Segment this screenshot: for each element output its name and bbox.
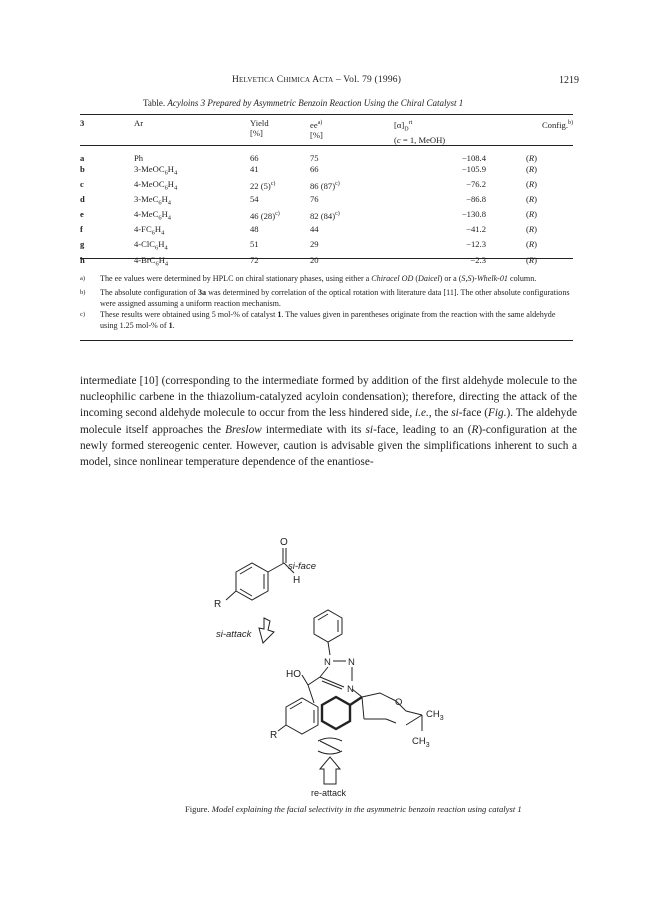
enol-aryl-bond [308,685,314,703]
phenyl-n-bond [328,642,330,655]
r-group-bottom: R [270,730,278,741]
table-row [80,255,573,270]
header-text: 3 [80,118,85,128]
table-cell: 51 [250,239,259,250]
shielding-phenyl-ring [322,697,350,729]
footnotes-bottom-rule [80,340,573,341]
table-cell: f [80,224,83,235]
table-cell: c [80,178,84,189]
table-top-rule [80,114,573,115]
footnote-mark: c) [80,311,86,319]
table-cell: d [80,194,85,205]
table-cell: 72 [250,254,259,265]
table-row [80,194,573,209]
header-text: $[\alpha]_D^{rt}$ [394,119,413,133]
figure-caption-title: Model explaining the facial selectivity in the asymmetric benzoin reaction using catalyst 1 [211,804,522,814]
footnote [80,288,573,309]
header-text: $ee^{a)}$ [310,119,323,130]
re-attack-arrow [320,757,340,784]
triazole-n2: N [348,657,355,668]
table-header [80,117,573,148]
table-cell: 22 $(5)^{c)}$ [250,180,276,191]
table-cell: (R) [526,153,537,164]
table-cell: −12.3 [466,239,486,250]
figure-caption-prefix: Figure. [185,804,212,814]
table-cell: 20 [310,254,319,265]
header-cell [80,117,134,148]
header-subtext: (c = 1, MeOH) [394,134,446,145]
footnote-text: The ee values were determined by HPLC on chiral stationary phases, using either a Chiracel OD (Daicel) or a (S,S)-Whelk-01 column. [100,274,537,283]
si-face-label: si-face [288,561,316,572]
table-cell: g [80,239,85,250]
table-cell: −130.8 [461,209,486,220]
table-cell: −108.4 [461,153,486,164]
ring-oxygen: O [395,697,403,708]
si-attack-arrow [259,618,274,643]
methyl-group-a: $CH_3$ [426,709,444,722]
table-cell: $4-BrC_6H_4$ [134,254,169,268]
table-cell: −2.3 [470,254,486,265]
hydroxyl-label: HO [286,669,301,680]
footnote-text: The absolute configuration of 3a was determined by correlation of the optical rotation with literature data [11]. The other absolute configurations were assigned assuming a uniform reaction mechanism. [100,288,570,308]
table-cell: $4-MeOC_6H_4$ [134,178,178,192]
header-cell [310,117,394,148]
table-cell: $3-MeC_6H_4$ [134,194,172,207]
triazole-n3: N [347,684,354,695]
table-cell: a [80,153,85,164]
r-group-bond-top [226,591,236,600]
table-row [80,209,573,224]
table-cell: 48 [250,224,259,235]
breslow-aryl-ring [286,698,318,734]
header-cell [134,117,250,148]
table-cell: (R) [526,178,537,189]
header-subtext: [%] [250,128,263,139]
si-attack-label: si-attack [216,629,252,640]
table-cell: 86 $(87)^{c)}$ [310,180,340,191]
table-cell: 29 [310,239,319,250]
header-cell [250,117,310,148]
table-cell: 44 [310,224,319,235]
footnote-mark: a) [80,275,86,282]
r-group-top: R [214,599,222,610]
table-row [80,224,573,239]
n-phenyl-ring [314,610,342,642]
table-cell: 66 [310,163,319,174]
table-cell: (R) [526,209,537,220]
table-cell: 54 [250,194,259,205]
r-group-bond-bottom [278,725,286,731]
body-paragraph: intermediate [10] (corresponding to the intermediate formed by addition of the first aldehyde molecule to the nucleophilic carbene in the thiazolium-catalyzed acyloin condensation); therefore, directing the attack of the incoming second aldehyde molecule to occur from the less hindered side, i.e., the si-face (Fig.). The aldehyde molecule itself approaches the Breslow intermediate with its si-face, leading to an (R)-configuration at the newly formed stereogenic center. However, caution is advisable given the simplifications inherent to such a model, since nonlinear temperature dependence of the enantiose- [80,375,577,469]
table-cell: $3-MeOC_6H_4$ [134,163,178,177]
table-row [80,179,573,194]
footnote-mark: b) [80,289,86,297]
table-caption [143,98,463,108]
table-caption-prefix: Table. [143,98,168,108]
fused-ring-system [352,689,422,731]
table-row [80,164,573,179]
table-body [80,148,573,269]
methyl-group-b: $CH_3$ [412,736,430,749]
table-cell: 41 [250,163,259,174]
table-caption-title: Acyloins 3 Prepared by Asymmetric Benzoin Reaction Using the Chiral Catalyst 1 [167,98,464,108]
facial-selectivity-model-figure [190,537,460,800]
footnote-text: These results were obtained using 5 mol-% of catalyst 1. The values given in parentheses originate from the reaction with the same aldehyde using 1.25 mol-% of 1. [100,310,556,331]
table-cell: −105.9 [461,163,486,174]
steric-hindrance-symbol [318,738,342,754]
enol-o-bond [302,675,308,685]
aldehyde-benzene-ring [236,563,268,600]
journal-volume: – Vol. 79 (1996) [333,75,402,85]
running-head [232,75,401,85]
header-subtext: [%] [310,130,323,141]
header-text: Config.$^{b)}$ [541,119,573,130]
table-row [80,239,573,254]
table-cell: (R) [526,194,537,205]
aldehyde-hydrogen: H [293,575,301,586]
table-cell: h [80,254,85,265]
header-text: Ar [134,118,144,128]
table-cell: −41.2 [466,224,486,235]
header-cell [394,117,520,148]
table-cell: Ph [134,153,144,164]
footnote [80,274,573,287]
re-attack-label: re-attack [311,788,347,798]
table-cell: (R) [526,239,537,250]
figure-caption [185,804,522,814]
table-cell: 76 [310,194,319,205]
carbonyl-oxygen: O [280,537,288,548]
table-cell: $4-ClC_6H_4$ [134,239,168,253]
table-cell: 46 $(28)^{c)}$ [250,211,280,222]
table-cell: 66 [250,153,259,164]
table-cell: −76.2 [466,178,486,189]
table-cell: 75 [310,153,319,164]
table-cell: (R) [526,163,537,174]
header-text: Yield [250,118,269,128]
footnote [80,310,573,331]
acyloin-table [80,117,573,270]
table-cell: (R) [526,224,537,235]
table-cell: b [80,163,85,174]
table-cell: (R) [526,254,537,265]
carbonyl-bond [268,563,284,572]
table-footnotes [80,274,573,333]
table-cell: 82 $(84)^{c)}$ [310,211,340,222]
page-number: 1219 [559,75,579,86]
table-row [80,148,573,163]
journal-name: Helvetica Chimica Acta [232,75,334,85]
table-cell: e [80,209,84,220]
header-cell [520,117,573,148]
triazole-n1: N [324,657,331,668]
enol-c-bond [308,677,320,685]
table-cell: −86.8 [466,194,486,205]
phenyl-c-bond [350,697,362,705]
table-cell: $4-FC_6H_4$ [134,224,165,238]
table-cell: $4-MeC_6H_4$ [134,209,172,222]
